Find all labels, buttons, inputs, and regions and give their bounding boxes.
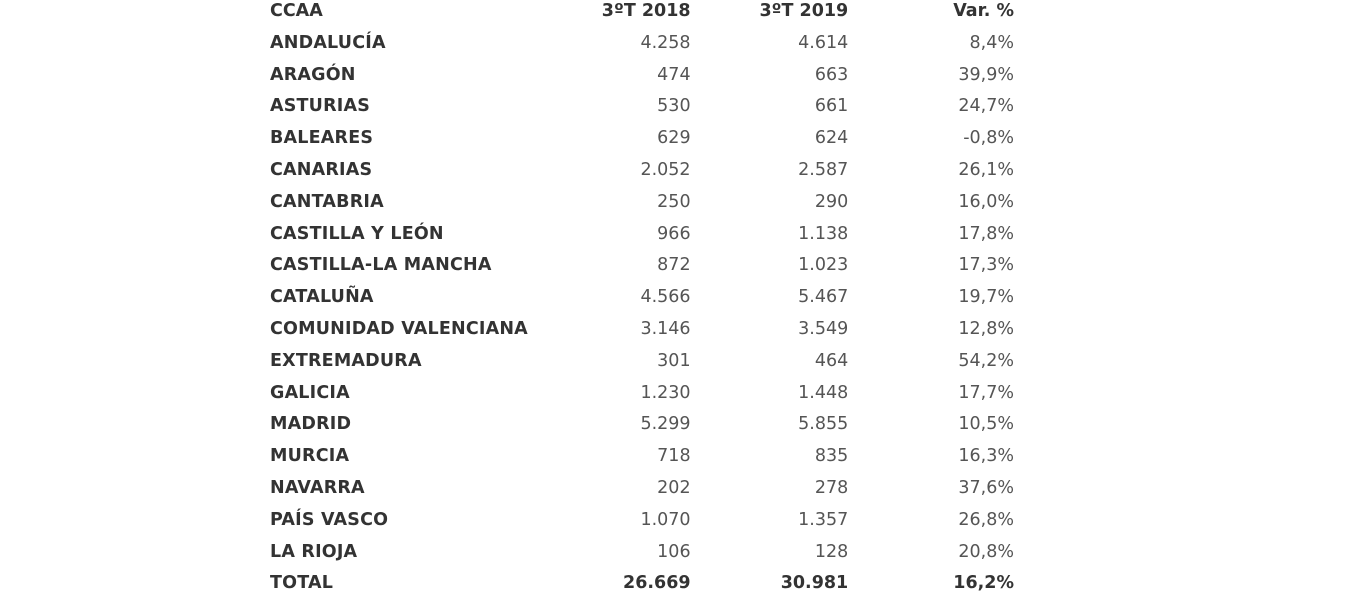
- table-row: [262, 282, 1022, 314]
- table-row: [262, 378, 1022, 410]
- table-row: [262, 60, 1022, 92]
- region-name: LA RIOJA: [270, 541, 358, 562]
- value-q3-2018: 872: [657, 255, 691, 276]
- variation-pct: 17,7%: [958, 382, 1014, 403]
- region-name: NAVARRA: [270, 477, 365, 498]
- variation-pct: 39,9%: [958, 64, 1014, 85]
- table-row: [262, 219, 1022, 251]
- value-q3-2018: 1.230: [640, 382, 691, 403]
- table-row: [262, 409, 1022, 441]
- value-q3-2019: 1.448: [798, 382, 849, 403]
- header-ccaa: CCAA: [270, 1, 323, 21]
- region-name: GALICIA: [270, 382, 350, 403]
- table-row: [262, 123, 1022, 155]
- value-q3-2018: 1.070: [640, 509, 691, 530]
- variation-pct: 10,5%: [958, 414, 1014, 435]
- region-name: CANARIAS: [270, 159, 373, 180]
- value-q3-2018: 26.669: [623, 573, 691, 594]
- region-name: ANDALUCÍA: [270, 32, 386, 53]
- value-q3-2018: 530: [657, 96, 691, 117]
- header-variation: Var. %: [953, 1, 1014, 21]
- value-q3-2018: 966: [657, 223, 691, 244]
- total-row: [262, 568, 1022, 600]
- value-q3-2019: 30.981: [780, 573, 849, 594]
- region-name: ASTURIAS: [270, 96, 371, 117]
- value-q3-2019: 290: [814, 191, 849, 212]
- value-q3-2018: 202: [657, 477, 691, 498]
- variation-pct: 26,8%: [958, 509, 1014, 530]
- table-header-row: [262, 0, 1022, 28]
- variation-pct: 8,4%: [969, 32, 1014, 53]
- variation-pct: 16,0%: [958, 191, 1014, 212]
- table-row: [262, 441, 1022, 473]
- variation-pct: 37,6%: [958, 477, 1014, 498]
- value-q3-2018: 718: [657, 446, 691, 467]
- table-row: [262, 155, 1022, 187]
- variation-pct: 54,2%: [958, 350, 1014, 371]
- table-row: [262, 91, 1022, 123]
- value-q3-2018: 106: [657, 541, 691, 562]
- variation-pct: -0,8%: [963, 128, 1014, 149]
- value-q3-2018: 250: [657, 191, 691, 212]
- table-row: [262, 346, 1022, 378]
- variation-pct: 16,3%: [958, 446, 1014, 467]
- value-q3-2019: 5.855: [798, 414, 849, 435]
- value-q3-2019: 3.549: [798, 318, 849, 339]
- value-q3-2019: 624: [814, 128, 849, 149]
- value-q3-2019: 663: [814, 64, 849, 85]
- value-q3-2019: 661: [814, 96, 849, 117]
- variation-pct: 16,2%: [953, 573, 1014, 594]
- value-q3-2019: 2.587: [798, 159, 849, 180]
- table-row: [262, 187, 1022, 219]
- region-name: CATALUÑA: [270, 287, 374, 308]
- variation-pct: 17,8%: [958, 223, 1014, 244]
- value-q3-2018: 5.299: [640, 414, 691, 435]
- table-row: [262, 314, 1022, 346]
- value-q3-2018: 4.566: [640, 287, 691, 308]
- value-q3-2019: 1.138: [798, 223, 849, 244]
- table-row: [262, 537, 1022, 569]
- region-name: CASTILLA-LA MANCHA: [270, 255, 492, 276]
- variation-pct: 19,7%: [958, 287, 1014, 308]
- table-row: [262, 473, 1022, 505]
- region-name: BALEARES: [270, 128, 374, 149]
- value-q3-2018: 2.052: [640, 159, 691, 180]
- region-name: ARAGÓN: [270, 64, 356, 85]
- value-q3-2018: 474: [657, 64, 691, 85]
- ccaa-table: [262, 0, 1022, 600]
- header-q3-2018: 3ºT 2018: [601, 1, 691, 21]
- region-name: PAÍS VASCO: [270, 509, 389, 530]
- value-q3-2019: 4.614: [798, 32, 849, 53]
- region-name: MADRID: [270, 414, 352, 435]
- data-table-container: [262, 0, 1022, 600]
- value-q3-2018: 301: [657, 350, 691, 371]
- value-q3-2018: 4.258: [640, 32, 691, 53]
- value-q3-2019: 1.023: [798, 255, 849, 276]
- region-name: CANTABRIA: [270, 191, 384, 212]
- variation-pct: 26,1%: [958, 159, 1014, 180]
- value-q3-2019: 5.467: [798, 287, 849, 308]
- variation-pct: 24,7%: [958, 96, 1014, 117]
- value-q3-2019: 1.357: [798, 509, 849, 530]
- variation-pct: 17,3%: [958, 255, 1014, 276]
- header-q3-2019: 3ºT 2019: [759, 1, 849, 21]
- value-q3-2019: 464: [814, 350, 849, 371]
- value-q3-2019: 278: [814, 477, 849, 498]
- variation-pct: 12,8%: [958, 318, 1014, 339]
- region-name: TOTAL: [270, 573, 334, 594]
- region-name: MURCIA: [270, 446, 350, 467]
- table-row: [262, 250, 1022, 282]
- table-row: [262, 505, 1022, 537]
- value-q3-2018: 629: [657, 128, 691, 149]
- value-q3-2019: 835: [814, 446, 849, 467]
- table-row: [262, 28, 1022, 60]
- region-name: COMUNIDAD VALENCIANA: [270, 318, 528, 339]
- variation-pct: 20,8%: [958, 541, 1014, 562]
- region-name: EXTREMADURA: [270, 350, 422, 371]
- region-name: CASTILLA Y LEÓN: [270, 223, 444, 244]
- value-q3-2018: 3.146: [640, 318, 691, 339]
- value-q3-2019: 128: [814, 541, 849, 562]
